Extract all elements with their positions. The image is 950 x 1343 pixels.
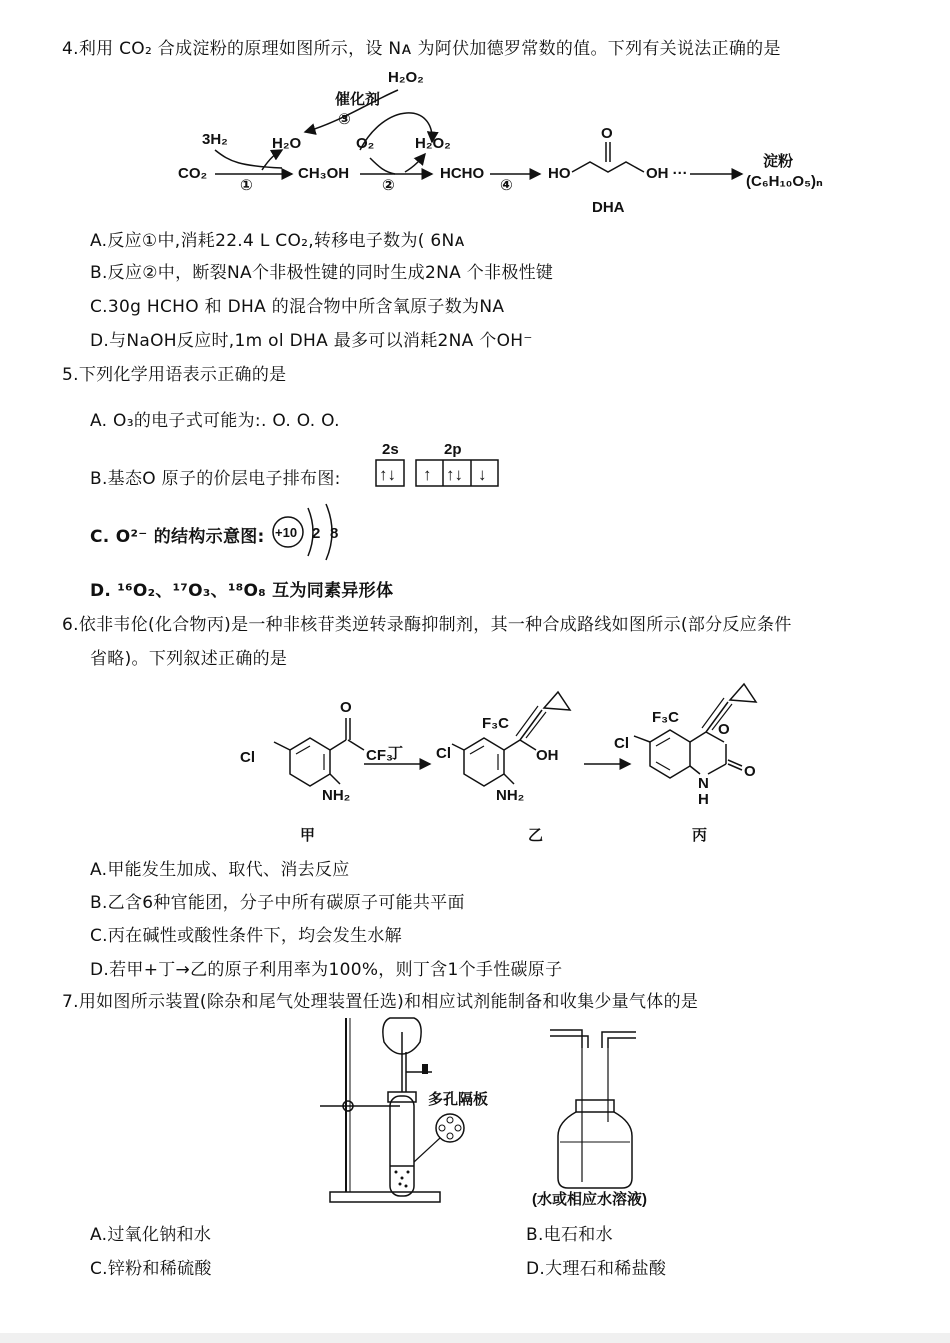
jia-cf3: CF₃ xyxy=(366,747,393,764)
hcho-label: HCHO xyxy=(440,165,485,182)
bing-n: N xyxy=(698,775,709,792)
dha-ho: HO xyxy=(548,165,571,182)
q4-option-a: A.反应①中,消耗22.4 L CO₂,转移电子数为( 6Nᴀ xyxy=(90,231,465,251)
q4-option-d: D.与NaOH反应时,1m ol DHA 最多可以消耗2NA 个OH⁻ xyxy=(90,331,533,351)
o2-label: O₂ xyxy=(356,135,375,152)
bing-label: 丙 xyxy=(692,827,708,844)
svg-text:↓: ↓ xyxy=(478,465,487,484)
orbital-2p-label: 2p xyxy=(444,441,462,458)
q7-stem: 7.用如图所示装置(除杂和尾气处理装置任选)和相应试剂能制备和收集少量气体的是 xyxy=(62,992,699,1012)
h2o-1: H₂O xyxy=(272,135,302,152)
ion-structure-diagram xyxy=(268,500,358,570)
q7-option-d: D.大理石和稀盐酸 xyxy=(526,1259,667,1279)
shell2-electrons: 8 xyxy=(330,525,339,542)
q5-option-d: D. ¹⁶O₂、¹⁷O₃、¹⁸O₈ 互为同素异形体 xyxy=(90,581,394,601)
bing-o-ring: O xyxy=(718,721,730,738)
yi-nh2: NH₂ xyxy=(496,787,525,804)
q6-option-c: C.丙在碱性或酸性条件下，均会发生水解 xyxy=(90,926,402,946)
q6-stem-2: 省略)。下列叙述正确的是 xyxy=(90,649,288,669)
plate-label: 多孔隔板 xyxy=(428,1091,489,1108)
page-bottom-edge xyxy=(0,1333,950,1343)
bing-f3c: F₃C xyxy=(652,709,679,726)
jia-cl: Cl xyxy=(240,749,255,766)
svg-text:↑↓: ↑↓ xyxy=(446,465,463,484)
co2-label: CO₂ xyxy=(178,165,208,182)
efavirenz-synthesis-diagram xyxy=(230,660,790,850)
yi-label: 乙 xyxy=(528,827,544,844)
q5-option-a: A. O₃的电子式可能为:. O. O. O. xyxy=(90,411,340,431)
yi-cl: Cl xyxy=(436,745,451,762)
q4-option-b: B.反应②中，断裂NA个非极性键的同时生成2NA 个非极性键 xyxy=(90,263,554,283)
bing-o-carbonyl: O xyxy=(744,763,756,780)
ch3oh-label: CH₃OH xyxy=(298,165,350,182)
q6-option-b: B.乙含6种官能团，分子中所有碳原子可能共平面 xyxy=(90,893,465,913)
orbital-diagram xyxy=(370,440,510,490)
q6-option-a: A.甲能发生加成、取代、消去反应 xyxy=(90,860,350,880)
dha-label: DHA xyxy=(592,199,625,216)
co2-to-starch-diagram xyxy=(170,62,830,222)
starch-formula: (C₆H₁₀O₅)ₙ xyxy=(746,173,823,190)
dha-o: O xyxy=(601,125,613,142)
nucleus-charge: +10 xyxy=(275,525,298,540)
bing-cl: Cl xyxy=(614,735,629,752)
h2o2-right: H₂O₂ xyxy=(415,135,451,152)
q5-option-c: C. O²⁻ 的结构示意图: xyxy=(90,527,265,547)
step3-label: ③ xyxy=(338,111,351,128)
bottle-label: (水或相应水溶液) xyxy=(532,1191,647,1208)
step1-label: ① xyxy=(240,177,253,194)
q5-option-b: B.基态O 原子的价层电子排布图: xyxy=(90,469,341,489)
step2-label: ② xyxy=(382,177,395,194)
q6-option-d: D.若甲+丁→乙的原子利用率为100%，则丁含1个手性碳原子 xyxy=(90,960,563,980)
jia-nh2: NH₂ xyxy=(322,787,351,804)
jia-o: O xyxy=(340,699,352,716)
yi-f3c: F₃C xyxy=(482,715,509,732)
starch-label: 淀粉 xyxy=(763,153,794,170)
h2o2-top: H₂O₂ xyxy=(388,69,424,86)
jia-label: 甲 xyxy=(300,827,316,844)
gas-apparatus-diagram xyxy=(310,1012,730,1212)
svg-text:↑↓: ↑↓ xyxy=(379,465,396,484)
orbital-2s-label: 2s xyxy=(382,441,399,458)
bing-h: H xyxy=(698,791,709,808)
ding-label: 丁 xyxy=(388,745,404,762)
q4-option-c: C.30g HCHO 和 DHA 的混合物中所含氧原子数为NA xyxy=(90,297,505,317)
shell1-electrons: 2 xyxy=(312,525,321,542)
q7-option-b: B.电石和水 xyxy=(526,1225,613,1245)
svg-text:↑: ↑ xyxy=(423,465,432,484)
q6-stem-1: 6.依非韦伦(化合物丙)是一种非核苷类逆转录酶抑制剂，其一种合成路线如图所示(部分反应条件 xyxy=(62,615,792,635)
catalyst-label: 催化剂 xyxy=(335,91,381,108)
step4-label: ④ xyxy=(500,177,513,194)
q4-stem: 4.利用 CO₂ 合成淀粉的原理如图所示，设 Nᴀ 为阿伏加德罗常数的值。下列有关说法正确的是 xyxy=(62,39,781,59)
dha-oh: OH ··· xyxy=(646,165,688,182)
h2-label: 3H₂ xyxy=(202,131,228,148)
yi-oh: OH xyxy=(536,747,559,764)
q7-option-c: C.锌粉和稀硫酸 xyxy=(90,1259,212,1279)
q5-stem: 5.下列化学用语表示正确的是 xyxy=(62,365,287,385)
q7-option-a: A.过氧化钠和水 xyxy=(90,1225,212,1245)
